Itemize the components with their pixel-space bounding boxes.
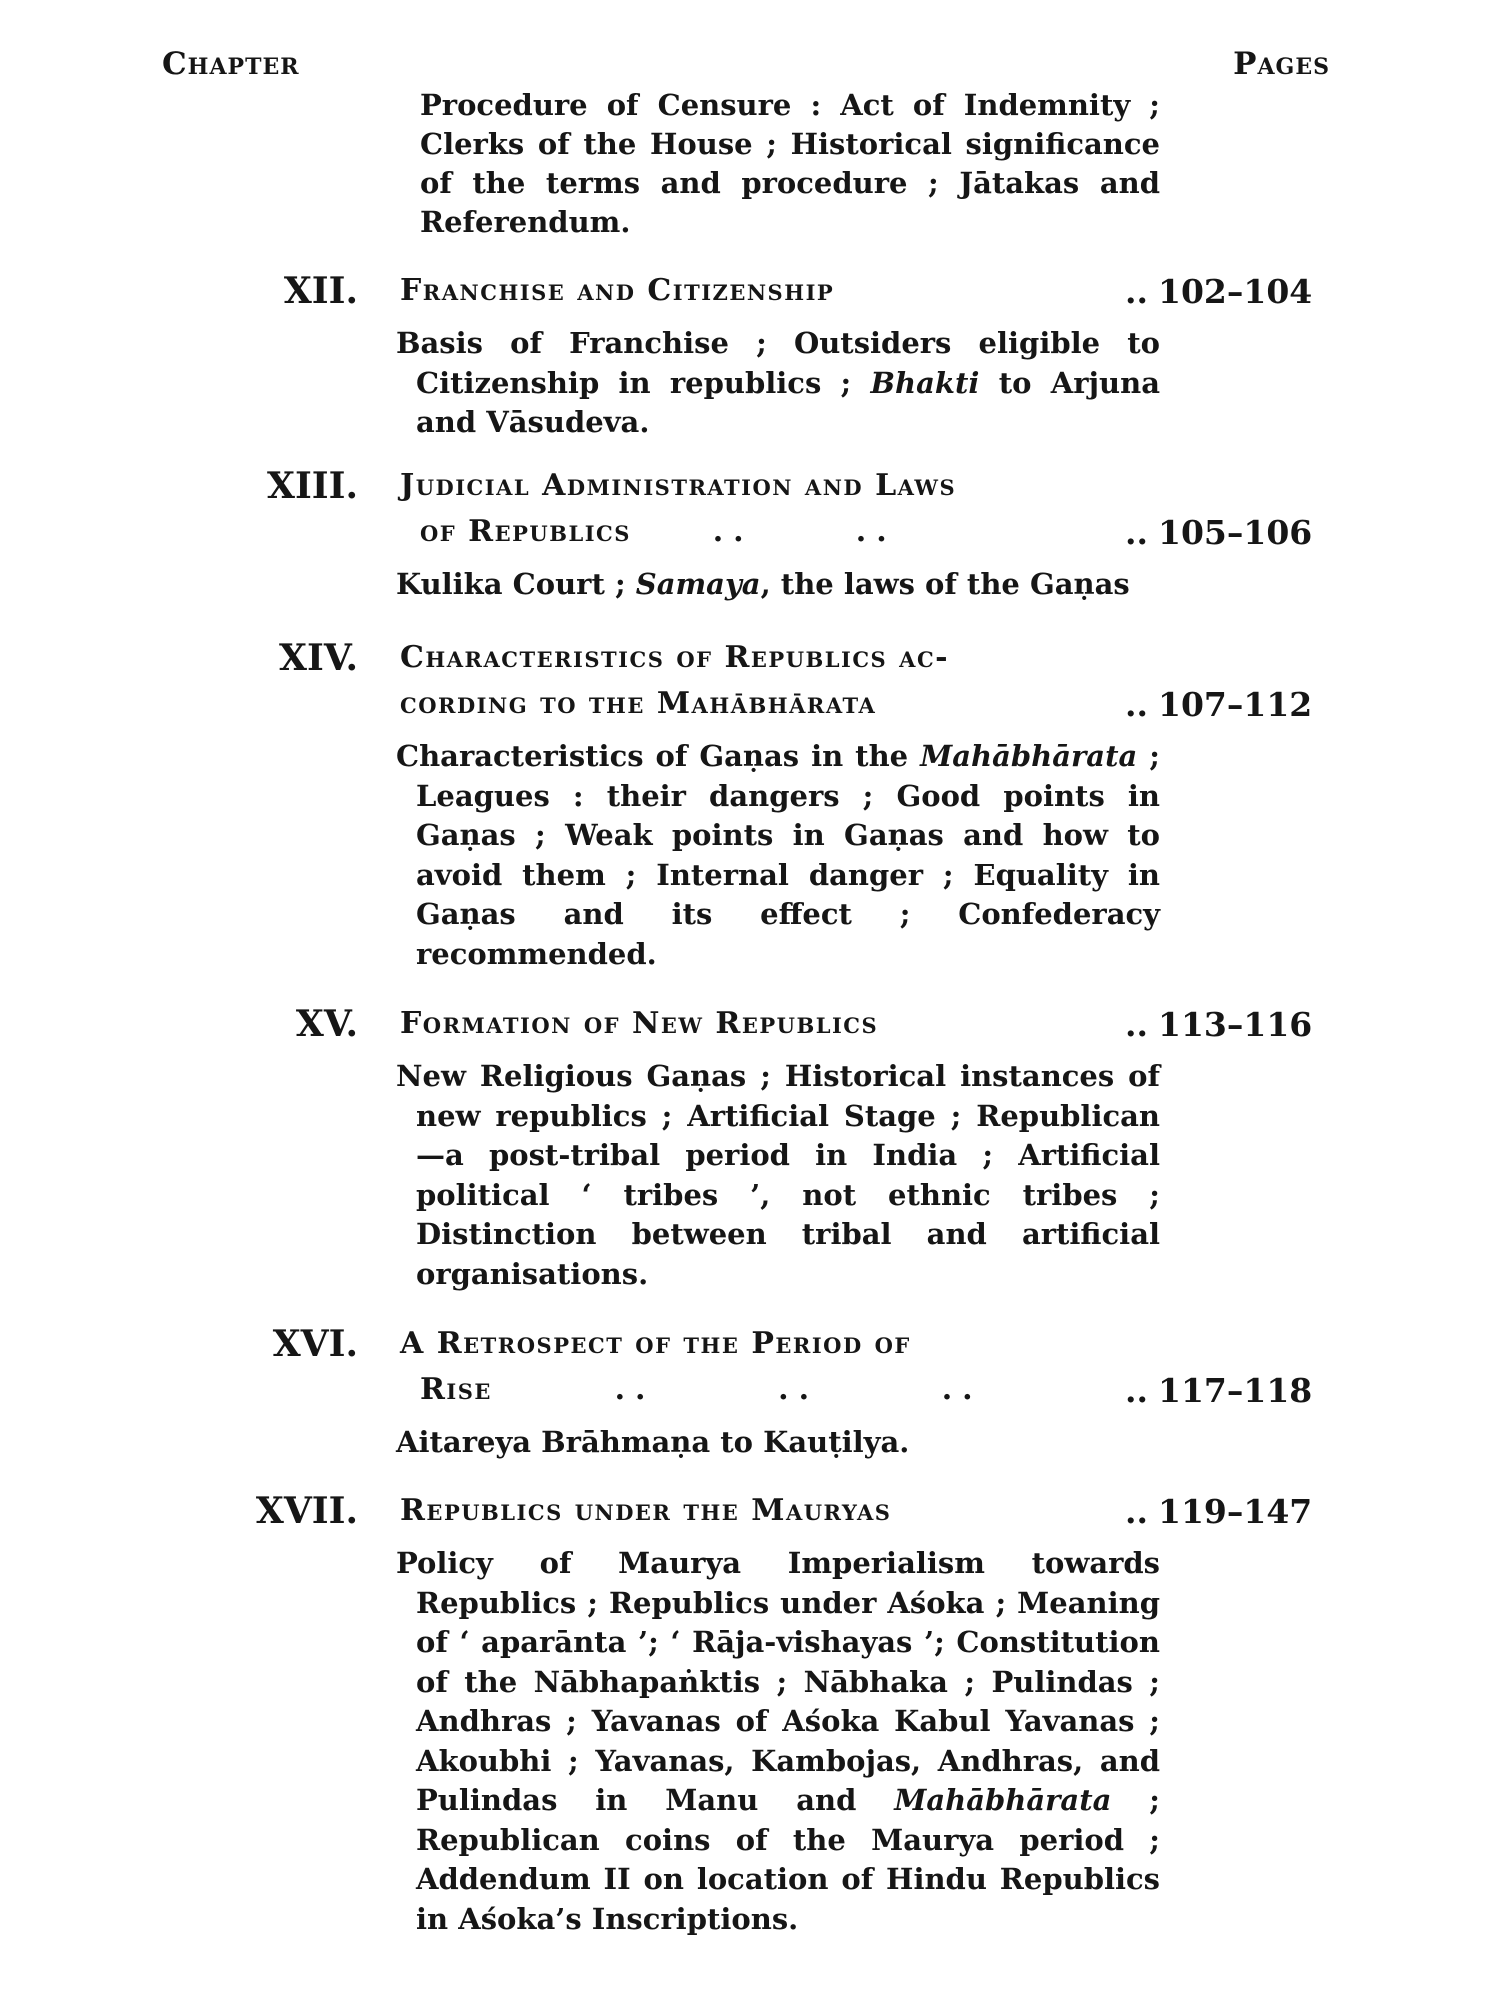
title-line: Characteristics of Republics ac- [400, 640, 950, 675]
dot-leader: .. [1125, 1005, 1148, 1044]
desc-text: Aitareya Brāhmaṇa to Kauṭilya. [396, 1425, 910, 1459]
chapter-description [396, 1544, 1160, 1939]
desc-text: Kulika Court ; [396, 567, 636, 601]
chapter-title [400, 1488, 1160, 1534]
chapter-number: XIV. [279, 637, 358, 679]
title-line: Formation of New Republics [400, 1006, 879, 1041]
desc-text: , the laws of the Gaṇas [760, 567, 1130, 601]
page-range-value: 119–147 [1157, 1492, 1313, 1531]
page-range-value: 102–104 [1157, 272, 1313, 311]
desc-italic: Bhakti [870, 365, 980, 400]
dot-leader: .. [1125, 1371, 1148, 1410]
title-line: Rise .. .. .. [420, 1372, 983, 1407]
title-line: of Republics .. .. [420, 514, 897, 549]
chapter-title [400, 635, 1160, 727]
dot-leader: .. .. .. [491, 1372, 983, 1407]
dot-leader: .. [1125, 272, 1148, 311]
desc-text: Policy of Maurya Imperialism towards Republics ; Republics under Aśoka ; Meaning of ‘ aparānta ’; ‘ Rāja-vishayas ’; Constitution of the Nābhapaṅktis ; Nābhaka ; Pulindas ; Andhras ; Yavanas of Aśoka Kabul Yavanas ; Akoubhi ; Yavanas, Kambojas, Andhras, and Pulindas in Manu and [396, 1546, 1160, 1817]
title-line: Judicial Administration and Laws [400, 468, 957, 503]
page-range [1125, 1371, 1312, 1410]
dot-leader: .. [1125, 1492, 1148, 1531]
desc-text: Characteristics of Gaṇas in the [396, 739, 921, 773]
desc-text: to Arjuna and Vāsudeva. [416, 365, 1160, 439]
chapter-title [400, 1001, 1160, 1047]
page-range-value: 105–106 [1157, 513, 1313, 552]
desc-italic: Mahābhārata [894, 1783, 1112, 1817]
page-range [1125, 685, 1312, 724]
title-line: A Retrospect of the Period of [400, 1326, 911, 1361]
title-line: Republics under the Mauryas [400, 1493, 892, 1528]
page-range-value: 113–116 [1157, 1005, 1313, 1044]
page-range [1125, 272, 1312, 311]
chapter-number: XIII. [267, 465, 358, 507]
chapter-description [396, 1057, 1160, 1294]
chapter-number: XVI. [272, 1323, 358, 1365]
page-range [1125, 1005, 1312, 1044]
chapter-column-header: Chapter [162, 46, 300, 82]
page-range [1125, 513, 1312, 552]
chapter-title [400, 1321, 1160, 1413]
page-range-value: 107–112 [1157, 685, 1313, 724]
chapter-description [396, 565, 1160, 605]
chapter-description [396, 324, 1160, 443]
desc-italic: Mahābhārata [920, 739, 1138, 773]
desc-text: Basis of Franchise ; Outsiders eligible to Citizenship in republics ; [396, 326, 1160, 400]
page-range [1125, 1492, 1312, 1531]
chapter-number: XV. [295, 1003, 358, 1045]
chapter-number: XII. [283, 270, 358, 312]
dot-leader: .. [1125, 685, 1148, 724]
chapter-description [396, 1423, 1160, 1463]
desc-italic: Samaya [635, 567, 761, 601]
chapter-number: XVII. [255, 1490, 358, 1532]
desc-text: New Religious Gaṇas ; Historical instances of new republics ; Artificial Stage ; Republican—a post-tribal period in India ; Artificial political ‘ tribes ’, not ethnic tribes ; Distinction between tribal and artificial organisations. [396, 1059, 1160, 1291]
dot-leader: .. .. [630, 514, 897, 549]
continued-description: Procedure of Censure : Act of Indemnity ; Clerks of the House ; Historical significance of the terms and procedure ; Jātakas and Referendum. [420, 88, 1160, 239]
chapter-title [400, 463, 1160, 555]
chapter-title [400, 268, 1160, 314]
title-line: Franchise and Citizenship [400, 273, 835, 308]
pages-column-header: Pages [1233, 46, 1330, 82]
chapter-description [396, 737, 1160, 974]
dot-leader: .. [1125, 513, 1148, 552]
desc-text: ; Leagues : their dangers ; Good points in Gaṇas ; Weak points in Gaṇas and how to avoid them ; Internal danger ; Equality in Gaṇas and its effect ; Confederacy recommended. [416, 739, 1160, 971]
page-range-value: 117–118 [1157, 1371, 1313, 1410]
desc-text: ; Republican coins of the Maurya period ; Addendum II on location of Hindu Republics in Aśoka’s Inscriptions. [416, 1783, 1160, 1936]
title-line: cording to the Mahābhārata [400, 686, 877, 721]
